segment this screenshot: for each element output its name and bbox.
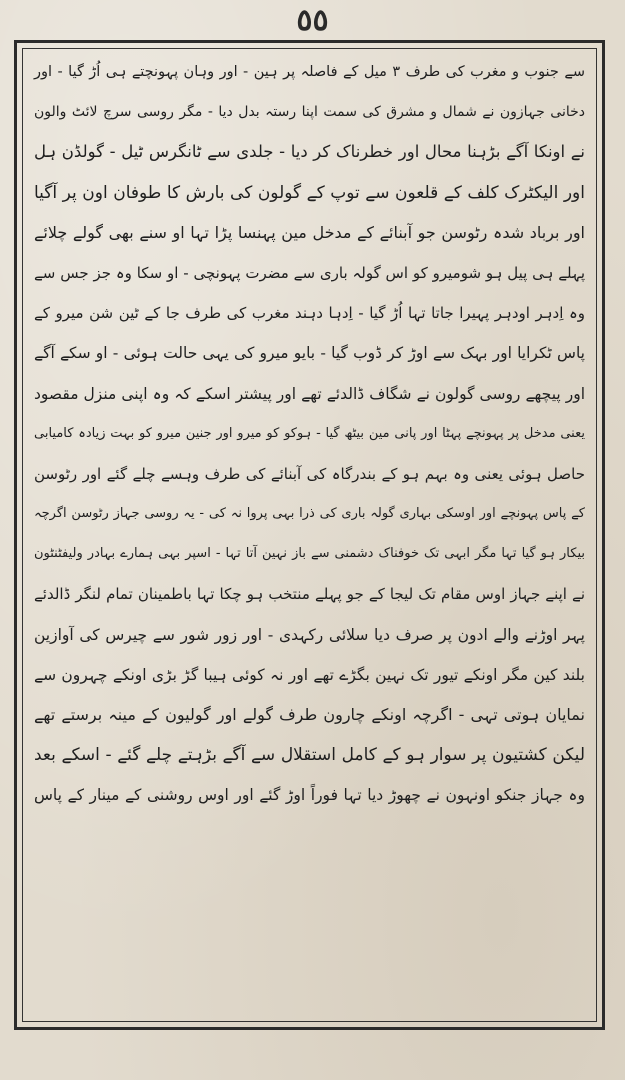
text-line: دخانی جہازون نے شمال و مشرق کی سمت اپنا رستہ بدل دیا - مگر روسی سرچ لائٹ والون: [34, 104, 585, 121]
text-line: وہ جہاز جنکو اونہون نے چھوڑ دیا تہا فوراً اوڑ گئے اور اوس روشنی کے مینار کے پاس: [34, 786, 585, 805]
text-line: اور پیچھے روسی گولون نے شگاف ڈالدئے تھے اور پیشتر اسکے کہ وہ اپنی منزل مقصود: [34, 384, 585, 403]
text-line: نے اونکا آگے بڑہنا محال اور خطرناک کر دیا - جلدی سے ٹانگرس ٹیل - گولڈن ہل: [34, 142, 585, 162]
text-line: بیکار ہو گیا تہا مگر ابہی تک خوفناک دشمنی سے باز نہین آتا تہا - اسپر بہی ہمارے بہادر ولیفٹنٹون: [34, 546, 585, 562]
text-line: کے پاس پہونچے اور اوسکی بہاری گولہ باری کی ذرا بہی پروا نہ کی - یہ روسی جہاز رٹوسن اگرچہ: [34, 506, 585, 522]
text-line: پہلے ہی پیل ہو شومیرو کو اس گولہ باری سے مضرت پہونچی - او سکا وہ جز جس سے: [34, 263, 585, 282]
text-line: وہ اِدہر اودہر پہیرا جاتا تہا اُڑ گیا - اِدہا دہند مغرب کی طرف جا کے ٹین شن میرو کے: [34, 304, 585, 323]
text-line: پہر اوڑنے والے ادون پر صرف دیا سلائی رکہدی - اور زور شور سے چیرس کی آوازین: [34, 625, 585, 644]
text-line: اور الیکٹرک کلف کے قلعون سے توپ کے گولون کی بارش کا طوفان اون پر آگیا: [34, 182, 585, 203]
text-line: بلند کین مگر اونکے تیور تک نہین بگڑے تھے اور نہ کوئی ہیبا گڑ بڑی اونکے چہرون سے: [34, 665, 585, 684]
text-line: نمایان ہوتی تہی - اگرچہ اونکے چارون طرف گولے اور گولیون کے مینہ برستے تھے: [34, 705, 585, 724]
urdu-text-block: [30, 52, 589, 1018]
text-line: یعنی مدخل پر پہونچے پہٹا اور پانی مین بیٹھ گیا - ہوکو کو میرو اور جنین میرو کو بہت زیادہ کامیابی: [34, 425, 585, 441]
text-line: پاس ٹکرایا اور بہک سے اوڑ کر ڈوب گیا - بایو میرو کی یہی حالت ہوئی - او سکے آگے: [34, 344, 585, 363]
text-line: اور برباد شدہ رٹوسن جو آبنائے کے مدخل مین پہنسا پڑا تہا او سنے بھی گولے چلائے: [34, 222, 585, 242]
text-line: لیکن کشتیون پر سوار ہو کے کامل استقلال سے آگے بڑہتے چلے گئے - اسکے بعد: [34, 745, 585, 766]
text-line: نے اپنے جہاز اوس مقام تک لیجا کے جو پہلے منتخب ہو چکا تہا باطمینان تمام لنگر ڈالدئے: [34, 585, 585, 604]
page-number: ٥٥: [296, 3, 329, 38]
text-line: سے جنوب و مغرب کی طرف ۳ میل کے فاصلہ پر ہین - اور وہان پہونچتے ہی اُڑ گیا - اور: [34, 64, 585, 80]
text-line: حاصل ہوئی یعنی وہ بہم ہو کے بندرگاہ کی آبنائے کی طرف وہسے چلے گئے اور رٹوسن: [34, 464, 585, 483]
